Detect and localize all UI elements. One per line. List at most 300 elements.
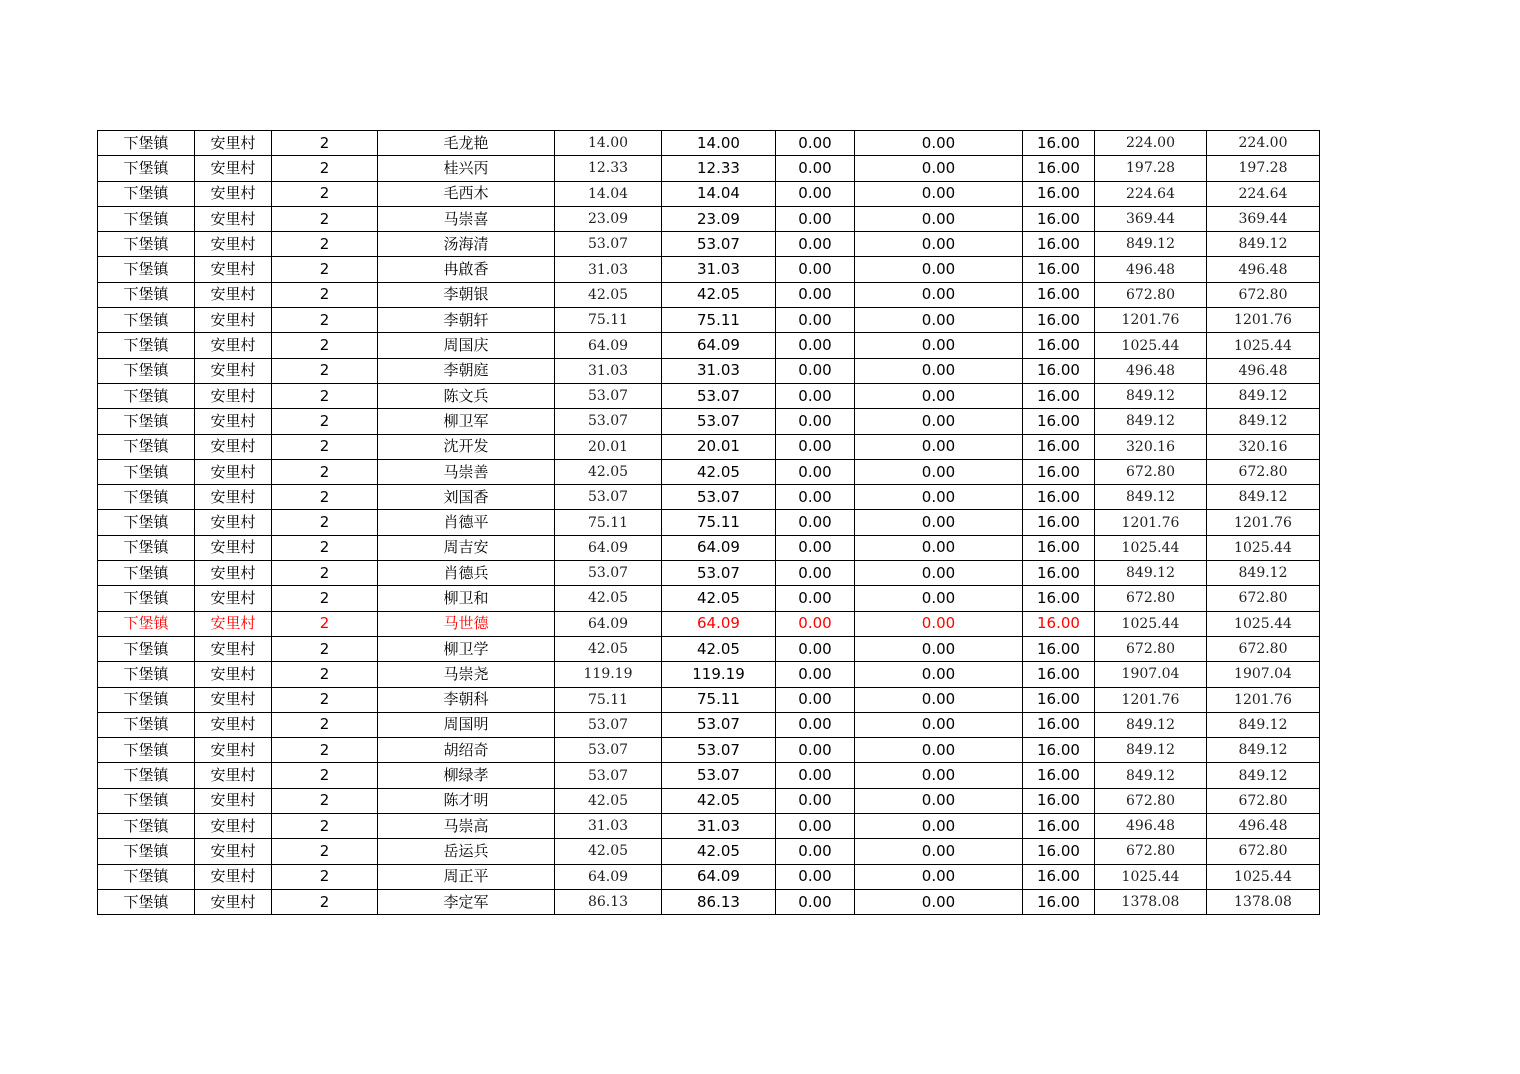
cell-name: 陈才明 — [378, 788, 555, 813]
cell-name: 柳绿孝 — [378, 763, 555, 788]
table-row — [98, 889, 1320, 914]
cell-area: 64.09 — [555, 333, 662, 358]
cell-col-h: 0.00 — [855, 535, 1023, 560]
cell-village: 安里村 — [195, 712, 272, 737]
cell-total: 849.12 — [1207, 383, 1320, 408]
table-row — [98, 687, 1320, 712]
cell-amount: 849.12 — [1095, 383, 1207, 408]
cell-town: 下堡镇 — [98, 333, 195, 358]
cell-col-h: 0.00 — [855, 485, 1023, 510]
cell-town: 下堡镇 — [98, 232, 195, 257]
cell-area-confirmed: 53.07 — [662, 561, 776, 586]
cell-col-g: 0.00 — [776, 434, 855, 459]
table-row — [98, 282, 1320, 307]
table-row — [98, 763, 1320, 788]
table-row — [98, 535, 1320, 560]
cell-town: 下堡镇 — [98, 156, 195, 181]
cell-village: 安里村 — [195, 763, 272, 788]
cell-town: 下堡镇 — [98, 788, 195, 813]
table-row — [98, 358, 1320, 383]
cell-rate: 16.00 — [1023, 510, 1095, 535]
cell-col-g: 0.00 — [776, 738, 855, 763]
cell-col-h: 0.00 — [855, 333, 1023, 358]
cell-col-g: 0.00 — [776, 814, 855, 839]
cell-total: 849.12 — [1207, 738, 1320, 763]
cell-total: 1378.08 — [1207, 889, 1320, 914]
cell-group: 2 — [272, 662, 378, 687]
cell-group: 2 — [272, 738, 378, 763]
cell-town: 下堡镇 — [98, 889, 195, 914]
cell-group: 2 — [272, 636, 378, 661]
cell-village: 安里村 — [195, 561, 272, 586]
cell-town: 下堡镇 — [98, 839, 195, 864]
cell-amount: 1025.44 — [1095, 535, 1207, 560]
cell-town: 下堡镇 — [98, 611, 195, 636]
cell-village: 安里村 — [195, 485, 272, 510]
cell-col-g: 0.00 — [776, 561, 855, 586]
table-row — [98, 383, 1320, 408]
cell-area: 53.07 — [555, 409, 662, 434]
cell-name: 周国庆 — [378, 333, 555, 358]
cell-total: 672.80 — [1207, 586, 1320, 611]
cell-col-h: 0.00 — [855, 662, 1023, 687]
cell-amount: 672.80 — [1095, 788, 1207, 813]
cell-area-confirmed: 86.13 — [662, 889, 776, 914]
cell-col-h: 0.00 — [855, 459, 1023, 484]
cell-area: 53.07 — [555, 738, 662, 763]
cell-col-g: 0.00 — [776, 459, 855, 484]
cell-area: 53.07 — [555, 485, 662, 510]
cell-name: 冉啟香 — [378, 257, 555, 282]
cell-col-h: 0.00 — [855, 232, 1023, 257]
cell-town: 下堡镇 — [98, 409, 195, 434]
cell-total: 224.64 — [1207, 181, 1320, 206]
cell-village: 安里村 — [195, 864, 272, 889]
cell-col-g: 0.00 — [776, 839, 855, 864]
cell-area-confirmed: 31.03 — [662, 257, 776, 282]
table-row — [98, 156, 1320, 181]
cell-rate: 16.00 — [1023, 839, 1095, 864]
cell-name: 马世德 — [378, 611, 555, 636]
cell-total: 1025.44 — [1207, 864, 1320, 889]
cell-name: 肖德平 — [378, 510, 555, 535]
cell-total: 1025.44 — [1207, 535, 1320, 560]
cell-name: 刘国香 — [378, 485, 555, 510]
cell-group: 2 — [272, 409, 378, 434]
cell-col-g: 0.00 — [776, 257, 855, 282]
cell-col-h: 0.00 — [855, 839, 1023, 864]
cell-total: 320.16 — [1207, 434, 1320, 459]
cell-village: 安里村 — [195, 662, 272, 687]
cell-town: 下堡镇 — [98, 206, 195, 231]
cell-village: 安里村 — [195, 232, 272, 257]
cell-village: 安里村 — [195, 181, 272, 206]
cell-rate: 16.00 — [1023, 788, 1095, 813]
cell-total: 496.48 — [1207, 358, 1320, 383]
table-row — [98, 814, 1320, 839]
cell-name: 胡绍奇 — [378, 738, 555, 763]
table-row — [98, 131, 1320, 156]
table-body — [98, 131, 1320, 915]
cell-area-confirmed: 64.09 — [662, 611, 776, 636]
cell-name: 桂兴丙 — [378, 156, 555, 181]
cell-town: 下堡镇 — [98, 712, 195, 737]
cell-area: 64.09 — [555, 535, 662, 560]
cell-name: 李朝庭 — [378, 358, 555, 383]
cell-village: 安里村 — [195, 738, 272, 763]
cell-rate: 16.00 — [1023, 333, 1095, 358]
cell-area-confirmed: 53.07 — [662, 409, 776, 434]
cell-town: 下堡镇 — [98, 814, 195, 839]
cell-area-confirmed: 53.07 — [662, 763, 776, 788]
cell-total: 1201.76 — [1207, 308, 1320, 333]
cell-village: 安里村 — [195, 434, 272, 459]
cell-rate: 16.00 — [1023, 409, 1095, 434]
table-row — [98, 738, 1320, 763]
table-row — [98, 409, 1320, 434]
cell-group: 2 — [272, 206, 378, 231]
table-row — [98, 611, 1320, 636]
cell-village: 安里村 — [195, 308, 272, 333]
cell-area: 42.05 — [555, 586, 662, 611]
cell-amount: 1025.44 — [1095, 864, 1207, 889]
cell-area: 53.07 — [555, 232, 662, 257]
cell-name: 周国明 — [378, 712, 555, 737]
cell-total: 496.48 — [1207, 814, 1320, 839]
cell-area-confirmed: 75.11 — [662, 510, 776, 535]
cell-area: 42.05 — [555, 636, 662, 661]
cell-col-g: 0.00 — [776, 687, 855, 712]
cell-name: 马崇尧 — [378, 662, 555, 687]
cell-village: 安里村 — [195, 358, 272, 383]
cell-total: 1201.76 — [1207, 687, 1320, 712]
cell-rate: 16.00 — [1023, 611, 1095, 636]
cell-area-confirmed: 53.07 — [662, 232, 776, 257]
cell-town: 下堡镇 — [98, 181, 195, 206]
cell-amount: 496.48 — [1095, 814, 1207, 839]
cell-col-h: 0.00 — [855, 409, 1023, 434]
cell-group: 2 — [272, 864, 378, 889]
cell-col-h: 0.00 — [855, 131, 1023, 156]
cell-group: 2 — [272, 333, 378, 358]
cell-name: 马崇高 — [378, 814, 555, 839]
cell-town: 下堡镇 — [98, 687, 195, 712]
cell-area-confirmed: 20.01 — [662, 434, 776, 459]
table-row — [98, 510, 1320, 535]
cell-town: 下堡镇 — [98, 434, 195, 459]
cell-area-confirmed: 64.09 — [662, 333, 776, 358]
cell-amount: 849.12 — [1095, 409, 1207, 434]
cell-col-h: 0.00 — [855, 889, 1023, 914]
cell-area-confirmed: 75.11 — [662, 308, 776, 333]
cell-total: 1025.44 — [1207, 333, 1320, 358]
cell-total: 1907.04 — [1207, 662, 1320, 687]
cell-group: 2 — [272, 889, 378, 914]
cell-area: 53.07 — [555, 763, 662, 788]
cell-area: 53.07 — [555, 561, 662, 586]
cell-village: 安里村 — [195, 510, 272, 535]
cell-village: 安里村 — [195, 333, 272, 358]
cell-rate: 16.00 — [1023, 434, 1095, 459]
cell-amount: 672.80 — [1095, 586, 1207, 611]
cell-group: 2 — [272, 763, 378, 788]
cell-area-confirmed: 42.05 — [662, 788, 776, 813]
cell-name: 岳运兵 — [378, 839, 555, 864]
cell-town: 下堡镇 — [98, 308, 195, 333]
cell-col-g: 0.00 — [776, 510, 855, 535]
cell-rate: 16.00 — [1023, 131, 1095, 156]
cell-amount: 1025.44 — [1095, 333, 1207, 358]
cell-area-confirmed: 53.07 — [662, 383, 776, 408]
cell-area: 42.05 — [555, 788, 662, 813]
cell-town: 下堡镇 — [98, 383, 195, 408]
cell-rate: 16.00 — [1023, 561, 1095, 586]
cell-total: 849.12 — [1207, 763, 1320, 788]
cell-col-h: 0.00 — [855, 586, 1023, 611]
cell-area-confirmed: 42.05 — [662, 586, 776, 611]
cell-col-h: 0.00 — [855, 282, 1023, 307]
cell-village: 安里村 — [195, 687, 272, 712]
cell-group: 2 — [272, 586, 378, 611]
cell-area: 86.13 — [555, 889, 662, 914]
cell-amount: 849.12 — [1095, 738, 1207, 763]
cell-col-g: 0.00 — [776, 308, 855, 333]
cell-area: 75.11 — [555, 308, 662, 333]
cell-col-g: 0.00 — [776, 586, 855, 611]
cell-village: 安里村 — [195, 206, 272, 231]
cell-area-confirmed: 53.07 — [662, 485, 776, 510]
cell-town: 下堡镇 — [98, 131, 195, 156]
cell-rate: 16.00 — [1023, 662, 1095, 687]
cell-amount: 496.48 — [1095, 358, 1207, 383]
cell-village: 安里村 — [195, 282, 272, 307]
cell-rate: 16.00 — [1023, 738, 1095, 763]
cell-amount: 1378.08 — [1095, 889, 1207, 914]
cell-name: 李朝科 — [378, 687, 555, 712]
cell-total: 849.12 — [1207, 712, 1320, 737]
cell-col-g: 0.00 — [776, 131, 855, 156]
cell-town: 下堡镇 — [98, 257, 195, 282]
cell-total: 197.28 — [1207, 156, 1320, 181]
cell-town: 下堡镇 — [98, 459, 195, 484]
cell-col-h: 0.00 — [855, 308, 1023, 333]
table-row — [98, 308, 1320, 333]
cell-col-g: 0.00 — [776, 788, 855, 813]
cell-amount: 849.12 — [1095, 561, 1207, 586]
table-row — [98, 257, 1320, 282]
cell-name: 周正平 — [378, 864, 555, 889]
cell-total: 849.12 — [1207, 485, 1320, 510]
cell-col-g: 0.00 — [776, 232, 855, 257]
cell-name: 毛龙艳 — [378, 131, 555, 156]
cell-rate: 16.00 — [1023, 257, 1095, 282]
cell-col-h: 0.00 — [855, 763, 1023, 788]
cell-total: 224.00 — [1207, 131, 1320, 156]
cell-area: 31.03 — [555, 257, 662, 282]
cell-total: 1201.76 — [1207, 510, 1320, 535]
cell-village: 安里村 — [195, 586, 272, 611]
cell-area-confirmed: 64.09 — [662, 535, 776, 560]
cell-col-h: 0.00 — [855, 510, 1023, 535]
cell-col-g: 0.00 — [776, 282, 855, 307]
cell-group: 2 — [272, 814, 378, 839]
cell-name: 柳卫军 — [378, 409, 555, 434]
cell-area-confirmed: 42.05 — [662, 459, 776, 484]
cell-name: 柳卫和 — [378, 586, 555, 611]
cell-rate: 16.00 — [1023, 181, 1095, 206]
cell-name: 肖德兵 — [378, 561, 555, 586]
cell-amount: 496.48 — [1095, 257, 1207, 282]
cell-area: 31.03 — [555, 358, 662, 383]
cell-col-h: 0.00 — [855, 687, 1023, 712]
table-row — [98, 788, 1320, 813]
cell-col-g: 0.00 — [776, 383, 855, 408]
cell-group: 2 — [272, 156, 378, 181]
cell-village: 安里村 — [195, 636, 272, 661]
cell-col-g: 0.00 — [776, 206, 855, 231]
cell-total: 672.80 — [1207, 282, 1320, 307]
cell-total: 672.80 — [1207, 636, 1320, 661]
cell-total: 849.12 — [1207, 232, 1320, 257]
cell-village: 安里村 — [195, 889, 272, 914]
table-row — [98, 333, 1320, 358]
cell-amount: 320.16 — [1095, 434, 1207, 459]
cell-rate: 16.00 — [1023, 232, 1095, 257]
cell-rate: 16.00 — [1023, 308, 1095, 333]
cell-rate: 16.00 — [1023, 485, 1095, 510]
cell-area-confirmed: 14.00 — [662, 131, 776, 156]
cell-col-g: 0.00 — [776, 358, 855, 383]
cell-area: 42.05 — [555, 282, 662, 307]
table-row — [98, 232, 1320, 257]
cell-total: 672.80 — [1207, 788, 1320, 813]
data-table — [97, 130, 1320, 915]
cell-col-g: 0.00 — [776, 409, 855, 434]
cell-rate: 16.00 — [1023, 282, 1095, 307]
cell-amount: 1025.44 — [1095, 611, 1207, 636]
cell-town: 下堡镇 — [98, 282, 195, 307]
cell-amount: 849.12 — [1095, 763, 1207, 788]
cell-area-confirmed: 64.09 — [662, 864, 776, 889]
cell-name: 李定军 — [378, 889, 555, 914]
cell-amount: 1201.76 — [1095, 510, 1207, 535]
cell-col-h: 0.00 — [855, 434, 1023, 459]
cell-group: 2 — [272, 232, 378, 257]
cell-area: 53.07 — [555, 383, 662, 408]
cell-rate: 16.00 — [1023, 383, 1095, 408]
cell-area: 20.01 — [555, 434, 662, 459]
cell-amount: 1201.76 — [1095, 308, 1207, 333]
cell-col-g: 0.00 — [776, 333, 855, 358]
cell-col-g: 0.00 — [776, 712, 855, 737]
cell-area-confirmed: 42.05 — [662, 839, 776, 864]
cell-col-g: 0.00 — [776, 662, 855, 687]
cell-col-g: 0.00 — [776, 485, 855, 510]
cell-total: 672.80 — [1207, 459, 1320, 484]
cell-area-confirmed: 12.33 — [662, 156, 776, 181]
cell-village: 安里村 — [195, 383, 272, 408]
cell-area-confirmed: 42.05 — [662, 636, 776, 661]
cell-total: 672.80 — [1207, 839, 1320, 864]
cell-amount: 224.00 — [1095, 131, 1207, 156]
cell-col-h: 0.00 — [855, 738, 1023, 763]
cell-town: 下堡镇 — [98, 561, 195, 586]
cell-town: 下堡镇 — [98, 864, 195, 889]
cell-col-h: 0.00 — [855, 257, 1023, 282]
cell-area-confirmed: 23.09 — [662, 206, 776, 231]
cell-name: 柳卫学 — [378, 636, 555, 661]
cell-town: 下堡镇 — [98, 636, 195, 661]
cell-name: 汤海清 — [378, 232, 555, 257]
cell-rate: 16.00 — [1023, 712, 1095, 737]
cell-rate: 16.00 — [1023, 814, 1095, 839]
cell-name: 周吉安 — [378, 535, 555, 560]
cell-col-g: 0.00 — [776, 535, 855, 560]
cell-town: 下堡镇 — [98, 586, 195, 611]
cell-total: 849.12 — [1207, 409, 1320, 434]
cell-area-confirmed: 31.03 — [662, 358, 776, 383]
cell-name: 李朝轩 — [378, 308, 555, 333]
cell-col-h: 0.00 — [855, 181, 1023, 206]
cell-town: 下堡镇 — [98, 358, 195, 383]
cell-rate: 16.00 — [1023, 687, 1095, 712]
cell-group: 2 — [272, 485, 378, 510]
cell-group: 2 — [272, 712, 378, 737]
cell-col-h: 0.00 — [855, 611, 1023, 636]
cell-name: 李朝银 — [378, 282, 555, 307]
cell-area-confirmed: 53.07 — [662, 738, 776, 763]
table-row — [98, 712, 1320, 737]
cell-amount: 1907.04 — [1095, 662, 1207, 687]
cell-col-g: 0.00 — [776, 181, 855, 206]
table-row — [98, 206, 1320, 231]
cell-area: 23.09 — [555, 206, 662, 231]
cell-col-h: 0.00 — [855, 712, 1023, 737]
cell-village: 安里村 — [195, 459, 272, 484]
cell-group: 2 — [272, 687, 378, 712]
cell-name: 马崇喜 — [378, 206, 555, 231]
cell-col-h: 0.00 — [855, 864, 1023, 889]
cell-amount: 849.12 — [1095, 712, 1207, 737]
cell-group: 2 — [272, 459, 378, 484]
cell-area: 42.05 — [555, 459, 662, 484]
cell-group: 2 — [272, 282, 378, 307]
cell-amount: 369.44 — [1095, 206, 1207, 231]
cell-rate: 16.00 — [1023, 889, 1095, 914]
cell-amount: 849.12 — [1095, 485, 1207, 510]
cell-area: 75.11 — [555, 510, 662, 535]
cell-amount: 224.64 — [1095, 181, 1207, 206]
cell-town: 下堡镇 — [98, 763, 195, 788]
cell-area-confirmed: 42.05 — [662, 282, 776, 307]
cell-group: 2 — [272, 434, 378, 459]
cell-group: 2 — [272, 257, 378, 282]
cell-group: 2 — [272, 788, 378, 813]
cell-town: 下堡镇 — [98, 738, 195, 763]
cell-village: 安里村 — [195, 131, 272, 156]
cell-amount: 197.28 — [1095, 156, 1207, 181]
cell-group: 2 — [272, 561, 378, 586]
cell-area-confirmed: 75.11 — [662, 687, 776, 712]
cell-rate: 16.00 — [1023, 636, 1095, 661]
cell-rate: 16.00 — [1023, 535, 1095, 560]
cell-town: 下堡镇 — [98, 510, 195, 535]
cell-rate: 16.00 — [1023, 459, 1095, 484]
cell-total: 496.48 — [1207, 257, 1320, 282]
cell-group: 2 — [272, 358, 378, 383]
cell-col-h: 0.00 — [855, 383, 1023, 408]
cell-amount: 1201.76 — [1095, 687, 1207, 712]
